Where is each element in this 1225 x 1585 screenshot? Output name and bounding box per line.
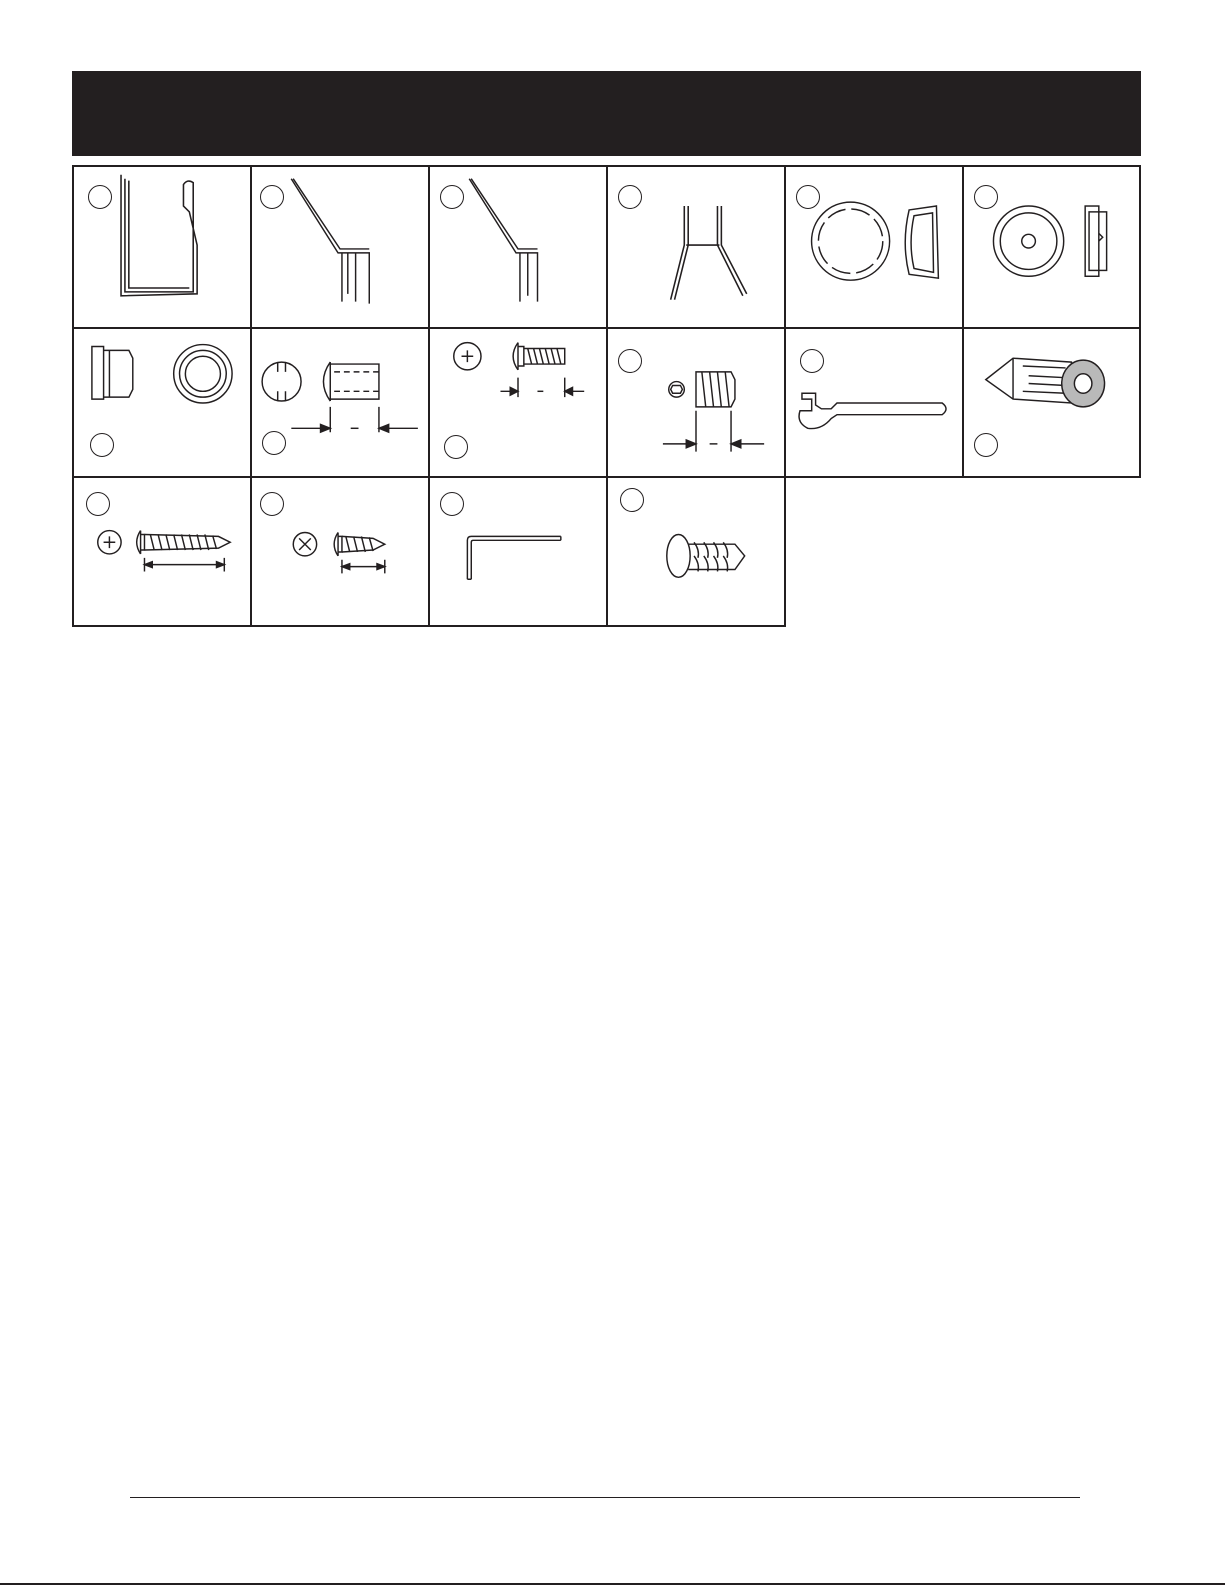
part-cell-bumper — [784, 165, 964, 329]
part-cell-stopper — [962, 165, 1141, 329]
short-wood-screw-icon — [252, 478, 428, 625]
hardware-parts-grid — [72, 165, 1141, 627]
set-screw-icon — [608, 329, 784, 476]
plastic-rivet-icon — [608, 478, 784, 625]
part-cell-anchor — [962, 327, 1141, 478]
flanged-bushing-icon — [74, 329, 250, 476]
door-stopper-icon — [964, 167, 1139, 327]
part-cell-u-channel — [72, 165, 252, 329]
machine-screw-icon — [430, 329, 606, 476]
u-channel-rail-icon — [74, 167, 250, 327]
sweep-seal-short-icon — [430, 167, 606, 327]
part-cell-hex-key — [428, 476, 608, 627]
section-header-bar — [72, 71, 1141, 156]
door-bumper-clear-icon — [786, 167, 962, 327]
part-cell-spanner — [784, 327, 964, 478]
part-cell-flanged-bushing — [72, 327, 252, 478]
sweep-seal-long-icon — [252, 167, 428, 327]
footer-divider — [130, 1497, 1080, 1498]
part-cell-sweep-seal-short — [428, 165, 608, 329]
wall-anchor-icon — [964, 329, 1139, 476]
h-seal-icon — [608, 167, 784, 327]
part-cell-rivet — [606, 476, 786, 627]
part-cell-h-seal — [606, 165, 786, 329]
part-cell-set-screw — [606, 327, 786, 478]
split-sleeve-bushing-icon — [252, 329, 428, 476]
part-cell-split-bushing — [250, 327, 430, 478]
hex-key-icon — [430, 478, 606, 625]
long-wood-screw-icon — [74, 478, 250, 625]
part-cell-machine-screw — [428, 327, 608, 478]
part-cell-short-screw — [250, 476, 430, 627]
spanner-wrench-icon — [786, 329, 962, 476]
part-cell-sweep-seal-long — [250, 165, 430, 329]
part-cell-long-screw — [72, 476, 252, 627]
